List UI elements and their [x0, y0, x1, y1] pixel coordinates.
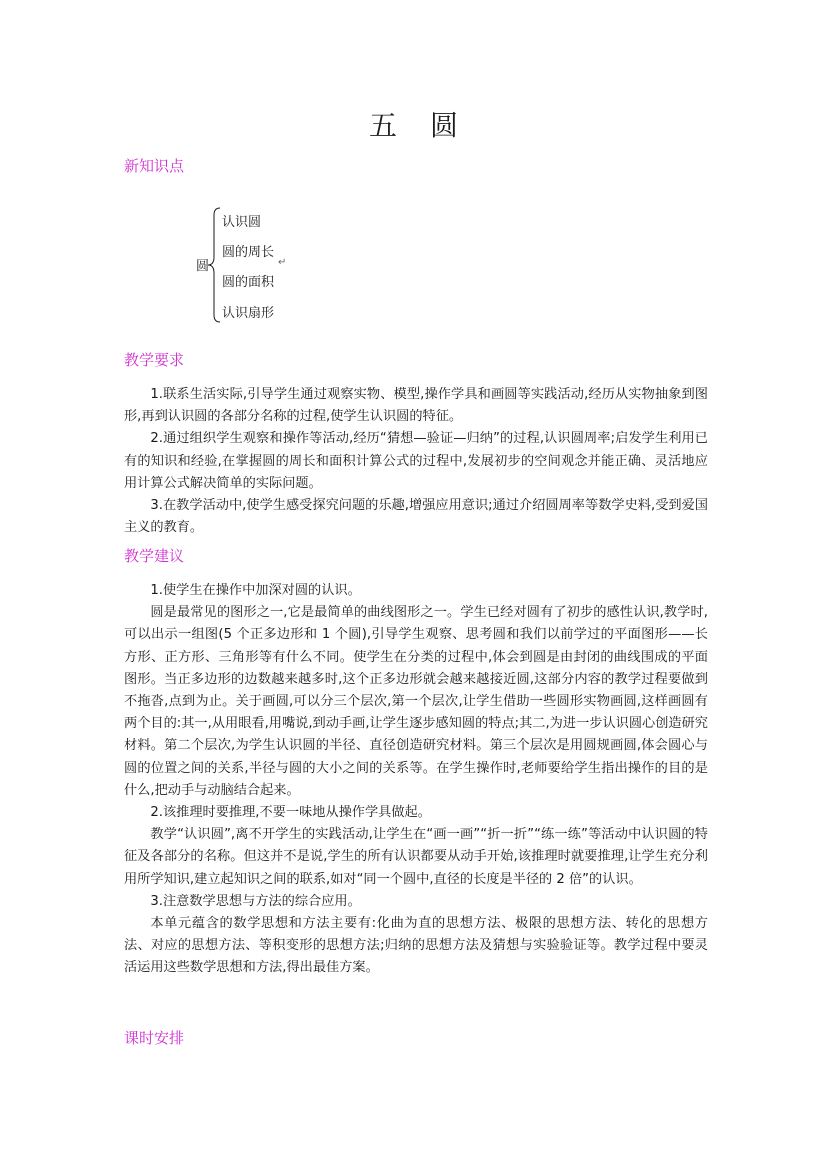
- requirement-paragraph: 1.联系生活实际,引导学生通过观察实物、模型,操作学具和画圆等实践活动,经历从实物抽象到图形,再到认识圆的各部分名称的过程,使学生认识圆的特征。: [124, 387, 708, 425]
- suggestion-paragraph: 3.注意数学思想与方法的综合应用。: [150, 893, 361, 909]
- outline-item-recognize-circle: 认识圆: [222, 215, 262, 230]
- schedule-heading: 课时安排: [124, 1029, 185, 1047]
- suggestions-heading: 教学建议: [124, 547, 185, 565]
- outline-brace: [206, 207, 222, 323]
- suggestions-body: [124, 580, 708, 980]
- outline-root: 圆: [196, 259, 210, 274]
- paragraph-return-icon: ↵: [278, 257, 287, 268]
- page-title: 五 圆: [369, 109, 470, 142]
- outline-item-circumference: 圆的周长: [222, 245, 275, 260]
- requirements-heading: 教学要求: [124, 351, 185, 369]
- suggestion-paragraph: 圆是最常见的图形之一,它是最简单的曲线图形之一。学生已经对圆有了初步的感性认识,教学时,可以出示一组图(5 个正多边形和 1 个圆),引导学生观察、思考圆和我们以前学过的平面图形——长方形、正方形、三角形等有什么不同。使学生在分类的过程中,体会到圆是由封闭的曲线围成的平面图形。当正多边形的边数越来越多时,这个正多边形就会越来越接近圆,这部分内容的教学过程要做到不拖沓,点到为止。关于画圆,可以分三个层次,第一个层次,让学生借助一些圆形实物画圆,这样画圆有两个目的:其一,从用眼看,用嘴说,到动手画,让学生逐步感知圆的特点;其二,为进一步认识圆心创造研究材料。第二个层次,为学生认识圆的半径、直径创造研究材料。第三个层次是用圆规画圆,体会圆心与圆的位置之间的关系,半径与圆的大小之间的关系等。在学生操作时,老师要给学生指出操作的目的是什么,把动手与动脑结合起来。: [124, 605, 708, 798]
- outline-item-sector: 认识扇形: [222, 306, 275, 321]
- requirements-body: [124, 384, 708, 539]
- suggestion-paragraph: 2.该推理时要推理,不要一味地从操作学具做起。: [150, 805, 431, 821]
- outline-item-area: 圆的面积: [222, 275, 275, 290]
- requirement-paragraph: 3.在教学活动中,使学生感受探究问题的乐趣,增强应用意识;通过介绍圆周率等数学史料,受到爱国主义的教育。: [124, 498, 708, 536]
- suggestion-paragraph: 教学“认识圆”,离不开学生的实践活动,让学生在“画一画”“折一折”“练一练”等活动中认识圆的特征及各部分的名称。但这并不是说,学生的所有认识都要从动手开始,该推理时就要推理,让学生充分利用所学知识,建立起知识之间的联系,如对“同一个圆中,直径的长度是半径的 2 倍”的认识。: [124, 827, 708, 887]
- suggestion-paragraph: 1.使学生在操作中加深对圆的认识。: [150, 583, 361, 598]
- requirement-paragraph: 2.通过组织学生观察和操作等活动,经历“猜想—验证—归纳”的过程,认识圆周率;启发学生利用已有的知识和经验,在掌握圆的周长和面积计算公式的过程中,发展初步的空间观念并能正确、灵活地应用计算公式解决简单的实际问题。: [124, 431, 708, 491]
- suggestion-paragraph: 本单元蕴含的数学思想和方法主要有:化曲为直的思想方法、极限的思想方法、转化的思想方法、对应的思想方法、等积变形的思想方法;归纳的思想方法及猜想与实验验证等。教学过程中要灵活运用这些数学思想和方法,得出最佳方案。: [124, 916, 708, 976]
- new-knowledge-heading: 新知识点: [124, 157, 185, 175]
- knowledge-outline: [196, 205, 316, 325]
